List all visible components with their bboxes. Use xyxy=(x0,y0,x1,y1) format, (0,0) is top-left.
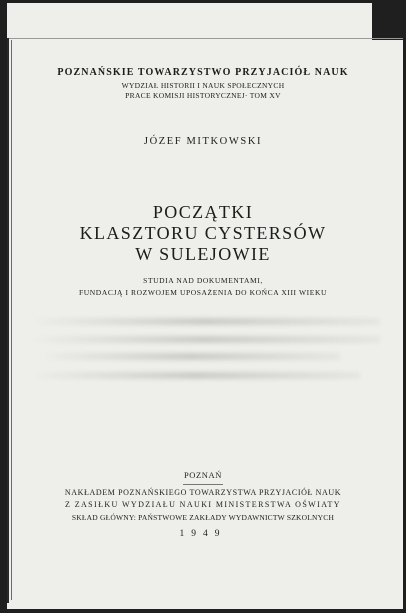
imprint-line: NAKŁADEM POZNAŃSKIEGO TOWARZYSTWA PRZYJACIÓŁ NAUK xyxy=(64,488,342,497)
publisher-name: POZNAŃSKIE TOWARZYSTWO PRZYJACIÓŁ NAUK xyxy=(57,67,349,78)
title-line: W SULEJOWIE xyxy=(135,244,271,264)
publisher-department: WYDZIAŁ HISTORII I NAUK SPOŁECZNYCH xyxy=(121,81,285,90)
show-through-bleed xyxy=(30,318,380,325)
subtitle-line: STUDIA NAD DOKUMENTAMI, xyxy=(143,276,263,285)
author-name: JÓZEF MITKOWSKI xyxy=(143,136,263,147)
imprint-divider xyxy=(183,484,223,485)
show-through-bleed xyxy=(40,353,340,360)
imprint-line: SKŁAD GŁÓWNY: PAŃSTWOWE ZAKŁADY WYDAWNICTW SZKOLNYCH xyxy=(71,513,335,522)
show-through-bleed xyxy=(30,372,360,379)
dark-corner xyxy=(372,0,406,40)
top-edge-line xyxy=(7,38,403,39)
imprint-line: Z ZASIŁKU WYDZIAŁU NAUKI MINISTERSTWA OŚWIATY xyxy=(65,500,341,509)
show-through-bleed xyxy=(30,336,380,343)
imprint-city: POZNAŃ xyxy=(183,470,223,480)
series-line: PRACE KOMISJI HISTORYCZNEJ· TOM XV xyxy=(125,91,281,100)
title-line: POCZĄTKI xyxy=(152,202,254,222)
publication-year: 1949 xyxy=(179,529,227,539)
title-line: KLASZTORU CYSTERSÓW xyxy=(79,223,327,243)
book-title xyxy=(0,202,406,265)
subtitle-line: FUNDACJĄ I ROZWOJEM UPOSAŻENIA DO KOŃCA XIII WIEKU xyxy=(79,288,327,297)
